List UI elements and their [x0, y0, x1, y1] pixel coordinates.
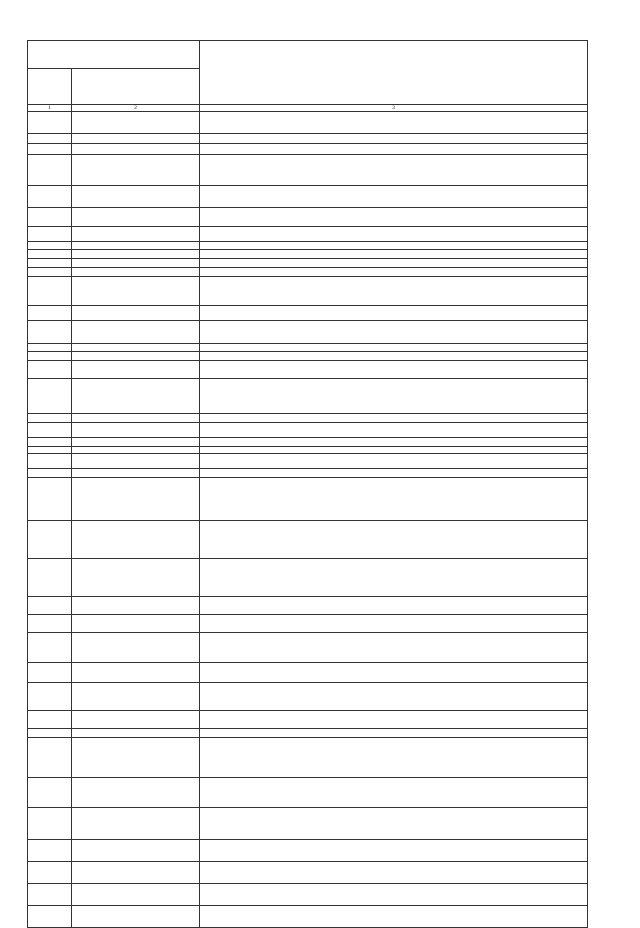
table-row: [28, 663, 588, 683]
income-code-cell: [72, 259, 200, 268]
admin-code-cell: [28, 361, 72, 379]
description-cell: [200, 884, 588, 906]
description-cell: [200, 906, 588, 928]
table-row: [28, 808, 588, 840]
table-row: [28, 906, 588, 928]
admin-code-cell: [28, 259, 72, 268]
description-cell: [200, 344, 588, 352]
description-cell: [200, 447, 588, 454]
admin-code-cell: [28, 478, 72, 521]
description-cell: [200, 186, 588, 208]
admin-code-cell: [28, 242, 72, 250]
admin-code-cell: [28, 144, 72, 155]
table-header: [28, 41, 588, 112]
income-code-cell: [72, 521, 200, 559]
income-code-cell: [72, 633, 200, 663]
income-code-cell: [72, 144, 200, 155]
description-cell: [200, 414, 588, 423]
admin-code-cell: [28, 597, 72, 615]
income-code-cell: [72, 711, 200, 729]
admin-code-cell: [28, 633, 72, 663]
admin-code-cell: [28, 208, 72, 227]
admin-code-cell: [28, 268, 72, 277]
table-row: [28, 469, 588, 478]
income-code-cell: [72, 112, 200, 134]
table-row: [28, 729, 588, 738]
income-code-cell: [72, 361, 200, 379]
income-code-cell: [72, 738, 200, 778]
section-row: [28, 259, 588, 268]
income-code-cell: [72, 438, 200, 447]
income-code-cell: [72, 414, 200, 423]
table-row: [28, 711, 588, 729]
table-row: [28, 186, 588, 208]
table-row: [28, 840, 588, 862]
description-cell: [200, 352, 588, 361]
header-admin-column: [28, 69, 72, 105]
description-cell: [200, 633, 588, 663]
description-cell: [200, 738, 588, 778]
admin-code-cell: [28, 134, 72, 144]
header-num-2: 2: [72, 105, 200, 112]
section-row: [28, 344, 588, 352]
table-row: [28, 454, 588, 469]
income-code-cell: [72, 134, 200, 144]
header-name-column: [200, 41, 588, 105]
admin-code-cell: [28, 379, 72, 414]
income-code-cell: [72, 155, 200, 186]
description-cell: [200, 683, 588, 711]
table-row: [28, 884, 588, 906]
table-row: [28, 306, 588, 321]
income-code-cell: [72, 478, 200, 521]
description-cell: [200, 277, 588, 306]
table-row: [28, 478, 588, 521]
admin-code-cell: [28, 250, 72, 259]
admin-code-cell: [28, 884, 72, 906]
table-row: [28, 112, 588, 134]
income-code-cell: [72, 423, 200, 438]
description-cell: [200, 862, 588, 884]
document-page: [27, 40, 587, 928]
table-row: [28, 268, 588, 277]
income-code-cell: [72, 884, 200, 906]
description-cell: [200, 144, 588, 155]
description-cell: [200, 361, 588, 379]
income-code-cell: [72, 469, 200, 478]
admin-code-cell: [28, 862, 72, 884]
admin-code-cell: [28, 414, 72, 423]
description-cell: [200, 729, 588, 738]
description-cell: [200, 268, 588, 277]
description-cell: [200, 454, 588, 469]
income-code-cell: [72, 808, 200, 840]
description-cell: [200, 208, 588, 227]
table-row: [28, 521, 588, 559]
table-row: [28, 321, 588, 344]
income-code-cell: [72, 597, 200, 615]
income-code-cell: [72, 683, 200, 711]
income-code-cell: [72, 352, 200, 361]
table-row: [28, 144, 588, 155]
description-cell: [200, 478, 588, 521]
income-code-cell: [72, 379, 200, 414]
description-cell: [200, 597, 588, 615]
income-code-cell: [72, 306, 200, 321]
admin-code-cell: [28, 906, 72, 928]
description-cell: [200, 711, 588, 729]
table-row: [28, 559, 588, 597]
admin-code-cell: [28, 447, 72, 454]
table-row: [28, 155, 588, 186]
section-row: [28, 414, 588, 423]
income-code-cell: [72, 208, 200, 227]
admin-code-cell: [28, 521, 72, 559]
table-row: [28, 423, 588, 438]
table-row: [28, 361, 588, 379]
table-row: [28, 615, 588, 633]
income-code-cell: [72, 615, 200, 633]
description-cell: [200, 134, 588, 144]
description-cell: [200, 840, 588, 862]
description-cell: [200, 379, 588, 414]
section-row: [28, 447, 588, 454]
header-income-column: [72, 69, 200, 105]
description-cell: [200, 112, 588, 134]
income-code-cell: [72, 268, 200, 277]
income-code-cell: [72, 906, 200, 928]
table-row: [28, 778, 588, 808]
table-row: [28, 379, 588, 414]
admin-code-cell: [28, 711, 72, 729]
admin-code-cell: [28, 423, 72, 438]
admin-code-cell: [28, 840, 72, 862]
section-row: [28, 683, 588, 711]
admin-code-cell: [28, 155, 72, 186]
admin-code-cell: [28, 306, 72, 321]
description-cell: [200, 423, 588, 438]
income-code-cell: [72, 663, 200, 683]
table-row: [28, 438, 588, 447]
description-cell: [200, 227, 588, 242]
income-code-cell: [72, 778, 200, 808]
admin-code-cell: [28, 738, 72, 778]
table-row: [28, 242, 588, 250]
description-cell: [200, 306, 588, 321]
income-code-cell: [72, 242, 200, 250]
admin-code-cell: [28, 186, 72, 208]
admin-code-cell: [28, 438, 72, 447]
description-cell: [200, 259, 588, 268]
description-cell: [200, 155, 588, 186]
income-codes-table: [27, 40, 588, 928]
header-code-group: [28, 41, 200, 69]
income-code-cell: [72, 447, 200, 454]
admin-code-cell: [28, 454, 72, 469]
section-row: [28, 208, 588, 227]
admin-code-cell: [28, 615, 72, 633]
income-code-cell: [72, 321, 200, 344]
table-row: [28, 277, 588, 306]
income-code-cell: [72, 250, 200, 259]
description-cell: [200, 663, 588, 683]
admin-code-cell: [28, 277, 72, 306]
table-row: [28, 862, 588, 884]
income-code-cell: [72, 186, 200, 208]
header-num-3: 3: [200, 105, 588, 112]
table-row: [28, 738, 588, 778]
description-cell: [200, 615, 588, 633]
income-code-cell: [72, 840, 200, 862]
description-cell: [200, 559, 588, 597]
income-code-cell: [72, 454, 200, 469]
description-cell: [200, 321, 588, 344]
table-row: [28, 633, 588, 663]
admin-code-cell: [28, 469, 72, 478]
description-cell: [200, 438, 588, 447]
description-cell: [200, 469, 588, 478]
income-code-cell: [72, 729, 200, 738]
admin-code-cell: [28, 321, 72, 344]
description-cell: [200, 242, 588, 250]
admin-code-cell: [28, 352, 72, 361]
table-row: [28, 227, 588, 242]
income-code-cell: [72, 227, 200, 242]
section-row: [28, 134, 588, 144]
table-row: [28, 597, 588, 615]
admin-code-cell: [28, 112, 72, 134]
description-cell: [200, 250, 588, 259]
income-code-cell: [72, 559, 200, 597]
income-code-cell: [72, 344, 200, 352]
table-row: [28, 352, 588, 361]
admin-code-cell: [28, 778, 72, 808]
income-code-cell: [72, 277, 200, 306]
admin-code-cell: [28, 683, 72, 711]
admin-code-cell: [28, 808, 72, 840]
description-cell: [200, 778, 588, 808]
description-cell: [200, 808, 588, 840]
description-cell: [200, 521, 588, 559]
section-row: [28, 250, 588, 259]
admin-code-cell: [28, 227, 72, 242]
table-body: [28, 112, 588, 928]
admin-code-cell: [28, 559, 72, 597]
header-num-1: 1: [28, 105, 72, 112]
admin-code-cell: [28, 729, 72, 738]
admin-code-cell: [28, 663, 72, 683]
admin-code-cell: [28, 344, 72, 352]
income-code-cell: [72, 862, 200, 884]
